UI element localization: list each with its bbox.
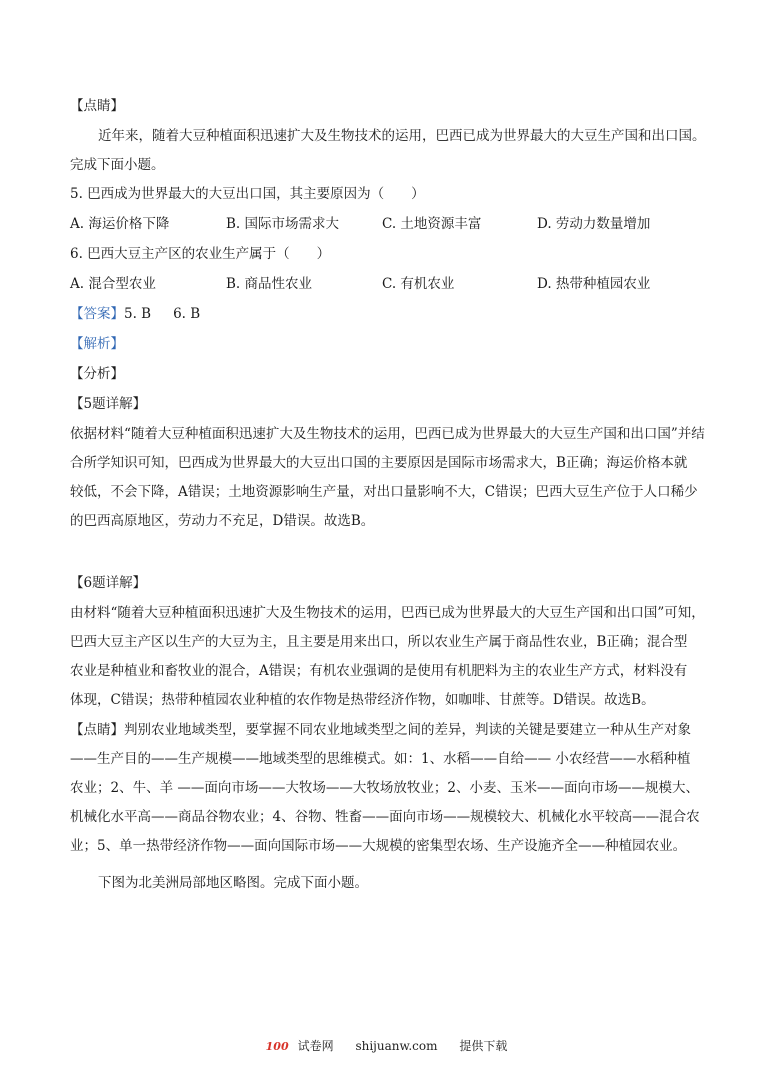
detail-5-line: 合所学知识可知，巴西成为世界最大的大豆出口国的主要原因是国际市场需求大，B正确；海运价格本就 [70,455,688,471]
footer-domain[interactable]: shijuanw.com [355,1039,438,1053]
question-6-stem: 6. 巴西大豆主产区的农业生产属于（ ） [70,246,331,262]
q6-option-d: D. 热带种植园农业 [537,276,651,292]
answer-line [70,303,710,325]
material-instruction: 完成下面小题。 [70,157,165,173]
analysis-fenxi-label: 【分析】 [70,366,124,382]
detail-6-line: 体现，C错误；热带种植园农业种植的农作物是热带经济作物，如咖啡、甘蔗等。D错误。故选B。 [70,692,655,708]
next-question-intro: 下图为北美洲局部地区略图。完成下面小题。 [98,875,368,891]
page-footer [0,1036,764,1056]
question-5-stem: 5. 巴西成为世界最大的大豆出口国，其主要原因为（ ） [70,186,425,202]
tip-line: 农业；2、牛、羊 ——面向市场——大牧场——大牧场放牧业；2、小麦、玉米——面向市场——规模大、 [70,780,699,796]
answer-5: 5. B [124,306,152,322]
tip-label: 【点睛】 [70,722,124,738]
footer-brand [257,1039,334,1053]
tip-line [70,719,710,741]
tip-first-text: 判别农业地域类型，要掌握不同农业地域类型之间的差异，判读的关键是要建立一种从生产对象 [124,722,691,738]
footer-slogan: 提供下载 [459,1039,508,1053]
detail-6-line: 农业是种植业和畜牧业的混合，A错误；有机农业强调的是使用有机肥料为主的农业生产方式，材料没有 [70,663,688,679]
material-intro: 近年来，随着大豆种植面积迅速扩大及生物技术的运用，巴西已成为世界最大的大豆生产国和出口国。 [98,128,706,144]
detail-5-line: 的巴西高原地区，劳动力不充足，D错误。故选B。 [70,513,375,529]
question-5-options [70,213,710,235]
tip-line: ——生产目的——生产规模——地域类型的思维模式。如：1、水稻——自给—— 小农经营——水稻种植 [70,751,691,767]
detail-5-heading: 【5题详解】 [70,396,147,412]
analysis-label: 【解析】 [70,336,124,352]
detail-6-heading: 【6题详解】 [70,575,147,591]
detail-5-line: 较低，不会下降，A错误；土地资源影响生产量，对出口量影响不大，C错误；巴西大豆生产位于人口稀少 [70,484,698,500]
answer-label: 【答案】 [70,306,124,322]
q5-option-c: C. 土地资源丰富 [382,216,482,232]
footer-logo: 100 [265,1040,289,1053]
detail-5-line: 依据材料“随着大豆种植面积迅速扩大及生物技术的运用，巴西已成为世界最大的大豆生产国和出口国”并结 [70,426,705,442]
footer-site-name: 试卷网 [297,1039,334,1053]
detail-6-line: 巴西大豆主产区以生产的大豆为主，且主要是用来出口，所以农业生产属于商品性农业，B正确；混合型 [70,634,688,650]
q6-option-c: C. 有机农业 [382,276,455,292]
q6-option-a: A. 混合型农业 [70,276,156,292]
tip-line: 机械化水平高——商品谷物农业；4、谷物、牲畜——面向市场——规模较大、机械化水平较高——混合农 [70,809,700,825]
section-heading-dianjing: 【点睛】 [70,98,124,114]
q5-option-d: D. 劳动力数量增加 [537,216,651,232]
question-6-options [70,273,710,295]
q5-option-b: B. 国际市场需求大 [226,216,340,232]
answer-6: 6. B [173,306,201,322]
q6-option-b: B. 商品性农业 [226,276,313,292]
tip-line: 业；5、单一热带经济作物——面向国际市场——大规模的密集型农场、生产设施齐全——种植园农业。 [70,838,687,854]
q5-option-a: A. 海运价格下降 [70,216,170,232]
detail-6-line: 由材料“随着大豆种植面积迅速扩大及生物技术的运用，巴西已成为世界最大的大豆生产国和出口国”可知， [70,605,705,621]
